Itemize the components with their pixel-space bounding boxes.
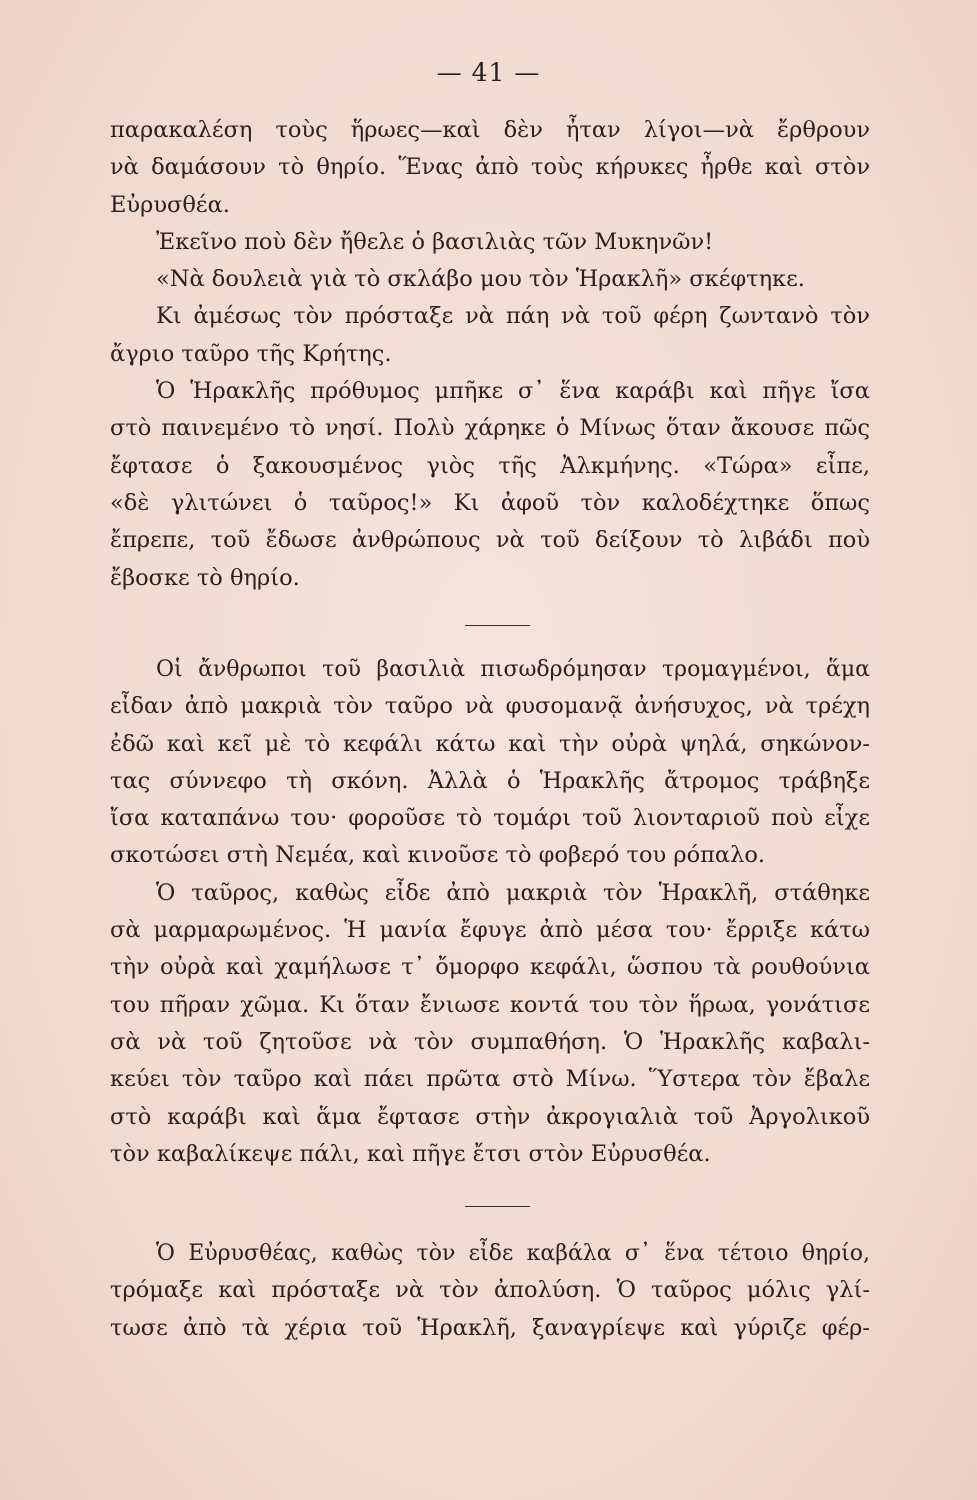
text-line: Ὁ ταῦρος, καθὼς εἶδε ἀπὸ μακριὰ τὸν Ἡρακλῆ, στάθηκε — [156, 879, 870, 906]
text-line: ἄγριο ταῦρο τῆς Κρήτης. — [110, 340, 392, 367]
text-line: Ὁ Ἡρακλῆς πρόθυμος μπῆκε σ᾿ ἕνα καράβι καὶ πῆγε ἴσα — [156, 378, 870, 405]
text-line: εἶδαν ἀπὸ μακριὰ τὸν ταῦρο νὰ φυσομανᾷ ἀνήσυχος, νὰ τρέχη — [110, 693, 870, 720]
section-divider — [465, 625, 530, 626]
text-line: τωσε ἀπὸ τὰ χέρια τοῦ Ἡρακλῆ, ξαναγρίεψε καὶ γύριζε φέρ- — [110, 1314, 870, 1341]
text-line: «Νὰ δουλειὰ γιὰ τὸ σκλάβο μου τὸν Ἡρακλῆ» σκέφτηκε. — [156, 266, 805, 293]
paragraph-block-2 — [110, 651, 870, 1173]
page-number: — 41 — — [436, 58, 541, 87]
text-line: Ὁ Εὐρυσθέας, καθὼς τὸν εἶδε καβάλα σ᾿ ἕνα τέτοιο θηρίο, — [156, 1241, 870, 1266]
text-line: «δὲ γλιτώνει ὁ ταῦρος!» Κι ἀφοῦ τὸν καλοδέχτηκε ὅπως — [110, 489, 870, 516]
text-line: ἐδῶ καὶ κεῖ μὲ τὸ κεφάλι κάτω καὶ τὴν οὐρὰ ψηλά, σηκώνον- — [110, 730, 870, 757]
text-line: ἴσα καταπάνω του· φοροῦσε τὸ τομάρι τοῦ λιονταριοῦ ποὺ εἶχε — [110, 805, 870, 832]
text-line: τας σύννεφο τὴ σκόνη. Ἀλλὰ ὁ Ἡρακλῆς ἄτρομος τράβηξε — [110, 767, 870, 794]
text-line: Ἐκεῖνο ποὺ δὲν ἤθελε ὁ βασιλιὰς τῶν Μυκηνῶν! — [156, 228, 714, 255]
text-line: του πῆραν χῶμα. Κι ὅταν ἔνιωσε κοντά του τὸν ἥρωα, γονάτισε — [110, 991, 870, 1018]
text-line: παρακαλέση τοὺς ἥρωες—καὶ δὲν ἦταν λίγοι—νὰ ἔρθρουν — [110, 117, 870, 143]
text-line: τὸν καβαλίκεψε πάλι, καὶ πῆγε ἔτσι στὸν Εὐρυσθέα. — [110, 1140, 711, 1167]
text-line: ἔπρεπε, τοῦ ἔδωσε ἀνθρώπους νὰ τοῦ δείξουν τὸ λιβάδι ποὺ — [110, 527, 870, 554]
text-line: τρόμαξε καὶ πρόσταξε νὰ τὸν ἀπολύση. Ὁ ταῦρος μόλις γλί- — [110, 1277, 870, 1304]
text-line: στὸ καράβι καὶ ἅμα ἔφτασε στὴν ἀκρογιαλιὰ τοῦ Ἀργολικοῦ — [110, 1103, 870, 1130]
paragraph-block-3 — [110, 1235, 870, 1347]
paragraph-block-1 — [110, 112, 870, 597]
text-line: σκοτώσει στὴ Νεμέα, καὶ κινοῦσε τὸ φοβερό του ρόπαλο. — [110, 842, 766, 869]
text-line: σὰ νὰ τοῦ ζητοῦσε νὰ τὸν συμπαθήση. Ὁ Ἡρακλῆς καβαλι- — [110, 1028, 870, 1055]
text-line: νὰ δαμάσουν τὸ θηρίο. Ἕνας ἀπὸ τοὺς κήρυκες ἦρθε καὶ στὸν — [110, 154, 870, 181]
text-line: κεύει τὸν ταῦρο καὶ πάει πρῶτα στὸ Μίνω. Ὕστερα τὸν ἔβαλε — [110, 1066, 870, 1093]
text-line: Κι ἀμέσως τὸν πρόσταξε νὰ πάη νὰ τοῦ φέρη ζωντανὸ τὸν — [156, 303, 870, 330]
text-line: Οἱ ἄνθρωποι τοῦ βασιλιὰ πισωδρόμησαν τρομαγμένοι, ἅμα — [156, 657, 870, 682]
text-line: ἔφτασε ὁ ξακουσμένος γιὸς τῆς Ἀλκμήνης. «Τώρα» εἶπε, — [110, 452, 870, 479]
text-line: ἔβοσκε τὸ θηρίο. — [110, 564, 300, 591]
text-line: σὰ μαρμαρωμένος. Ἡ μανία ἔφυγε ἀπὸ μέσα του· ἔρριξε κάτω — [110, 917, 870, 944]
text-line: Εὐρυσθέα. — [110, 191, 230, 218]
section-divider — [465, 1206, 530, 1207]
text-line: τὴν οὐρὰ καὶ χαμήλωσε τ᾿ ὄμορφο κεφάλι, ὥσπου τὰ ρουθούνια — [110, 954, 870, 981]
text-line: στὸ παινεμένο τὸ νησί. Πολὺ χάρηκε ὁ Μίνως ὅταν ἄκουσε πῶς — [110, 415, 870, 442]
